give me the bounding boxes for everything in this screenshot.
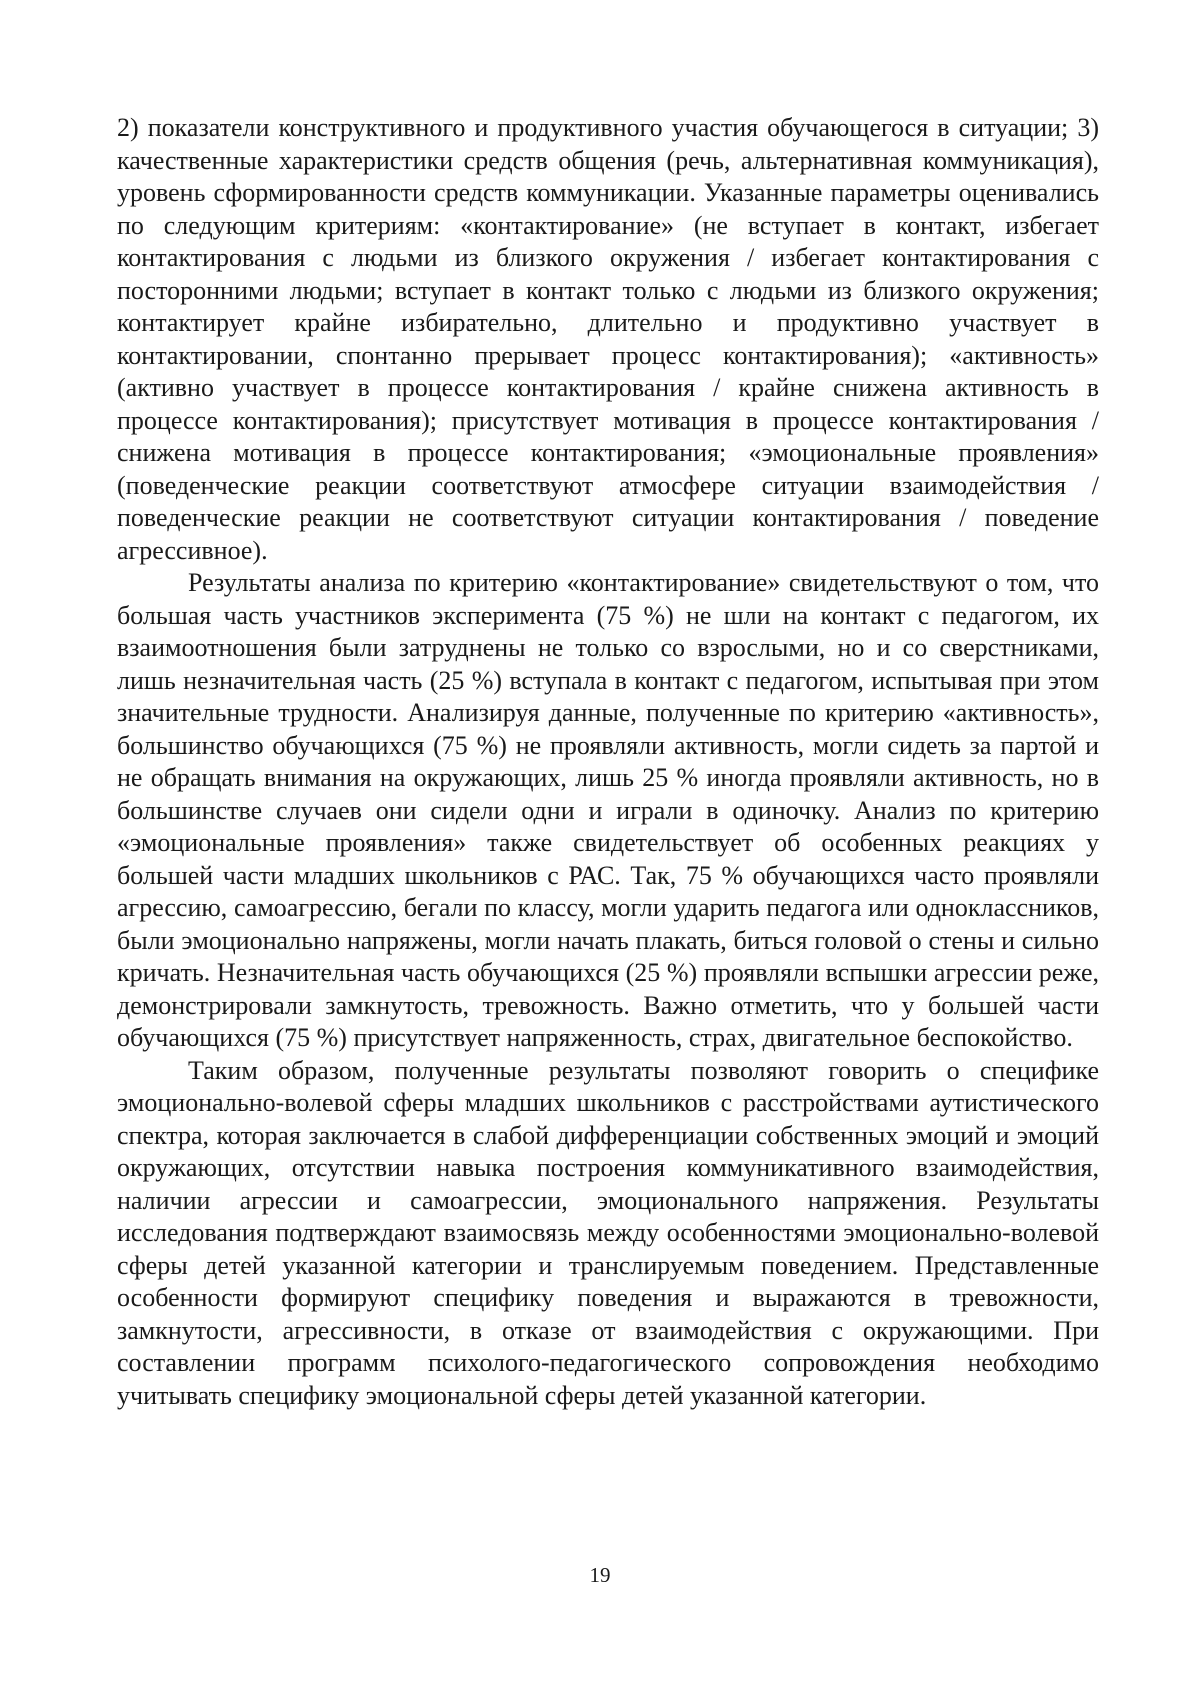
paragraph-criteria: 2) показатели конструктивного и продуктивного участия обучающегося в ситуации; 3) качественные характеристики средств общения (речь, альтернативная коммуникация), уровень сформированности средств коммуникации. Указанные параметры оценивались по следующим критериям: «контактирование» (не вступает в контакт, избегает контактирования с людьми из близкого окружения / избегает контактирования с посторонними людьми; вступает в контакт только с людьми из близкого окружения; контактирует крайне избирательно, длительно и продуктивно участвует в контактировании, спонтанно прерывает процесс контактирования); «активность» (активно участвует в процессе контактирования / крайне снижена активность в процессе контактирования); присутствует мотивация в процессе контактирования / снижена мотивация в процессе контактирования; «эмоциональные проявления» (поведенческие реакции соответствуют атмосфере ситуации взаимодействия / поведенческие реакции не соответствуют ситуации контактирования / поведение агрессивное).: [117, 113, 1099, 565]
paragraph-conclusion: Таким образом, полученные результаты позволяют говорить о специфике эмоционально-волевой сферы младших школьников с расстройствами аутистического спектра, которая заключается в слабой дифференциации собственных эмоций и эмоций окружающих, отсутствии навыка построения коммуникативного взаимодействия, наличии агрессии и самоагрессии, эмоционального напряжения. Результаты исследования подтверждают взаимосвязь между особенностями эмоционально-волевой сферы детей указанной категории и транслируемым поведением. Представленные особенности формируют специфику поведения и выражаются в тревожности, замкнутости, агрессивности, в отказе от взаимодействия с окружающими. При составлении программ психолого-педагогического сопровождения необходимо учитывать специфику эмоциональной сферы детей указанной категории.: [117, 1055, 1099, 1410]
paragraph-results: Результаты анализа по критерию «контактирование» свидетельствуют о том, что большая часть участников эксперимента (75 %) не шли на контакт с педагогом, их взаимоотношения были затруднены не только со взрослыми, но и со сверстниками, лишь незначительная часть (25 %) вступала в контакт с педагогом, испытывая при этом значительные трудности. Анализируя данные, полученные по критерию «активность», большинство обучающихся (75 %) не проявляли активность, могли сидеть за партой и не обращать внимания на окружающих, лишь 25 % иногда проявляли активность, но в большинстве случаев они сидели одни и играли в одиночку. Анализ по критерию «эмоциональные проявления» также свидетельствует об особенных реакциях у большей части младших школьников с РАС. Так, 75 % обучающихся часто проявляли агрессию, самоагрессию, бегали по классу, могли ударить педагога или одноклассников, были эмоционально напряжены, могли начать плакать, биться головой о стены и сильно кричать. Незначительная часть обучающихся (25 %) проявляли вспышки агрессии реже, демонстрировали замкнутость, тревожность. Важно отметить, что у большей части обучающихся (75 %) присутствует напряженность, страх, двигательное беспокойство.: [117, 568, 1099, 1052]
page-number: 19: [589, 1563, 611, 1587]
body-text: [117, 112, 1099, 1412]
